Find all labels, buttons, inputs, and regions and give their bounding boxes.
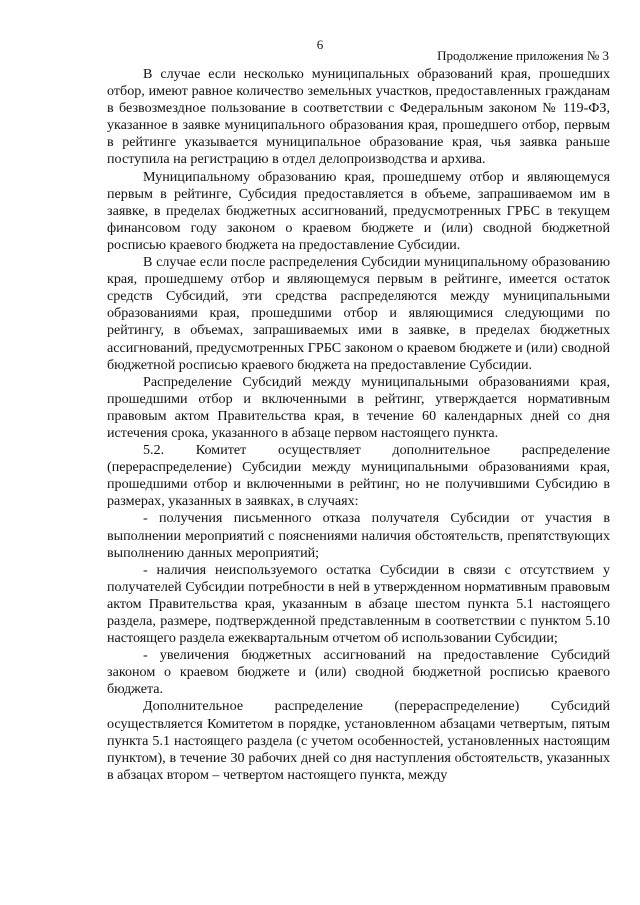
paragraph-clause-5-2: 5.2. Комитет осуществляет дополнительное распределение (перераспределение) Субсидии между муниципальными образованиями края, прошедшими отбор и включенными в рейтинг, но не получившими Субсидию в размерах, указанных в заявках, в случаях:: [107, 442, 610, 510]
list-item-written-refusal: - получения письменного отказа получателя Субсидии от участия в выполнении мероприятий с пояснениями наличия обстоятельств, препятствующих выполнению данных мероприятий;: [107, 510, 610, 561]
paragraph-equal-land-plots: В случае если несколько муниципальных образований края, прошедших отбор, имеют равное количество земельных участков, предоставленных гражданам в безвозмездное пользование в соответствии с Федеральным законом № 119-ФЗ, указанное в заявке муниципального образования края, прошедшего отбор, первым в рейтинге указывается муниципальное образование края, чья заявка раньше поступила на регистрацию в отдел делопроизводства и архива.: [107, 66, 610, 168]
paragraph-first-in-rating: Муниципальному образованию края, прошедшему отбор и являющемуся первым в рейтинге, Субсидия предоставляется в объеме, запрашиваемом им в заявке, в пределах бюджетных ассигнований, предусмотренных ГРБС в текущем финансовом году законом о краевом бюджете и (или) сводной бюджетной росписью краевого бюджета на предоставление Субсидии.: [107, 168, 610, 253]
paragraph-additional-distribution: Дополнительное распределение (перераспределение) Субсидий осуществляется Комитетом в порядке, установленном абзацами четвертым, пятым пункта 5.1 настоящего раздела (с учетом особенностей, установленных настоящим пунктом), в течение 30 рабочих дней со дня наступления обстоятельств, указанных в абзацах втором – четвертом настоящего пункта, между: [107, 698, 610, 783]
document-body: [107, 66, 610, 784]
list-item-budget-increase: - увеличения бюджетных ассигнований на предоставление Субсидий законом о краевом бюджете и (или) сводной бюджетной росписью краевого бюджета.: [107, 647, 610, 698]
page-number: 6: [316, 37, 324, 52]
paragraph-distribution-approval: Распределение Субсидий между муниципальными образованиями края, прошедшими отбор и включенными в рейтинг, утверждается нормативным правовым актом Правительства края, в течение 60 календарных дней со дня истечения срока, указанного в абзаце первом настоящего пункта.: [107, 373, 610, 441]
list-item-unused-balance: - наличия неиспользуемого остатка Субсидии в связи с отсутствием у получателей Субсидии потребности в ней в утвержденном нормативным правовым актом Правительства края, указанным в абзаце шестом пункта 5.1 настоящего раздела, размере, подтвержденной представленным в соответствии с пунктом 5.10 настоящего раздела ежеквартальным отчетом об использовании Субсидии;: [107, 561, 610, 647]
paragraph-remaining-funds: В случае если после распределения Субсидии муниципальному образованию края, прошедшему отбор и являющемуся первым в рейтинге, имеется остаток средств Субсидий, эти средства распределяются между муниципальными образованиями края, прошедшими отбор и являющимися следующими по рейтингу, в объемах, запрашиваемых ими в заявке, в пределах бюджетных ассигнований, предусмотренных ГРБС законом о краевом бюджете и (или) сводной бюджетной росписью краевого бюджета на предоставление Субсидии.: [107, 254, 610, 373]
appendix-continuation-note: Продолжение приложения № 3: [437, 48, 609, 63]
